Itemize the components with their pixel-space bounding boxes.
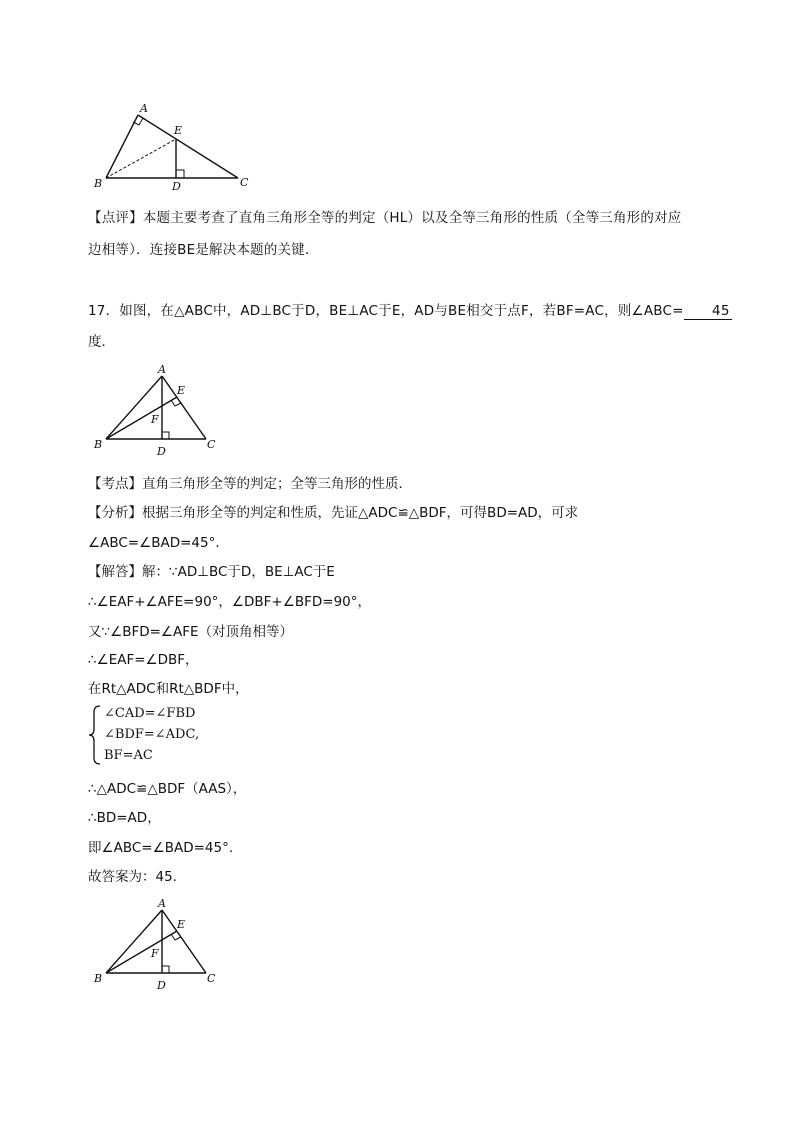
fig3-label-d: D [157,979,166,992]
fenxi-line-1: 【分析】根据三角形全等的判定和性质，先证△ADC≌△BDF，可得BD=AD，可求 [88,505,579,521]
equation-system [88,704,248,766]
problem-17-text: 17．如图，在△ABC中，AD⊥BC于D，BE⊥AC于E，AD与BE相交于点F，若BF=AC，则∠ABC= [88,303,684,319]
fig2-label-a: A [158,363,166,376]
fig3-label-c: C [207,972,216,985]
left-brace-icon [88,704,102,766]
fenxi-line-2: ∠ABC=∠BAD=45°． [88,535,229,551]
solution-line-7: ∴BD=AD， [88,810,161,826]
solution-line-3: 又∵∠BFD=∠AFE（对顶角相等） [88,624,294,640]
solution-line-4: ∴∠EAF=∠DBF， [88,652,199,668]
fig2-label-b: B [94,438,103,451]
kaodian-line: 【考点】直角三角形全等的判定；全等三角形的性质． [88,476,412,492]
figure-3-triangle [92,896,232,994]
fig2-label-c: C [207,438,216,451]
fig2-label-d: D [157,445,166,458]
fig1-label-b: B [94,177,103,190]
fig1-label-a: A [140,102,148,115]
fig1-label-c: C [240,176,249,189]
fig1-label-e: E [174,124,183,137]
solution-line-5: 在Rt△ADC和Rt△BDF中， [88,681,249,697]
solution-line-9: 故答案为：45． [88,869,187,885]
figure-2-triangle [92,362,232,460]
system-row-1: ∠CAD=∠FBD [104,706,196,721]
problem-17-answer: 45 [684,303,732,320]
fig2-label-e: E [177,384,186,397]
problem-17-stem [88,301,732,321]
problem-17-unit: 度． [88,334,115,350]
solution-line-6: ∴△ADC≌△BDF（AAS）， [88,781,247,797]
figure-1-triangle [92,100,262,192]
fig1-label-d: D [172,180,181,192]
fig3-label-f: F [151,947,159,960]
system-row-3: BF=AC [104,748,153,763]
fig3-label-b: B [94,972,103,985]
fig2-label-f: F [151,413,159,426]
fig3-label-e: E [177,918,186,931]
solution-line-8: 即∠ABC=∠BAD=45°． [88,840,243,856]
fig3-label-a: A [158,897,166,910]
solution-line-1: 【解答】解：∵AD⊥BC于D，BE⊥AC于E [88,564,335,580]
comment-line-2: 边相等）．连接BE是解决本题的关键． [88,242,319,258]
system-row-2: ∠BDF=∠ADC, [104,727,200,742]
solution-line-2: ∴∠EAF+∠AFE=90°，∠DBF+∠BFD=90°， [88,594,372,610]
comment-line-1: 【点评】本题主要考查了直角三角形全等的判定（HL）以及全等三角形的性质（全等三角形的对应 [88,210,682,226]
